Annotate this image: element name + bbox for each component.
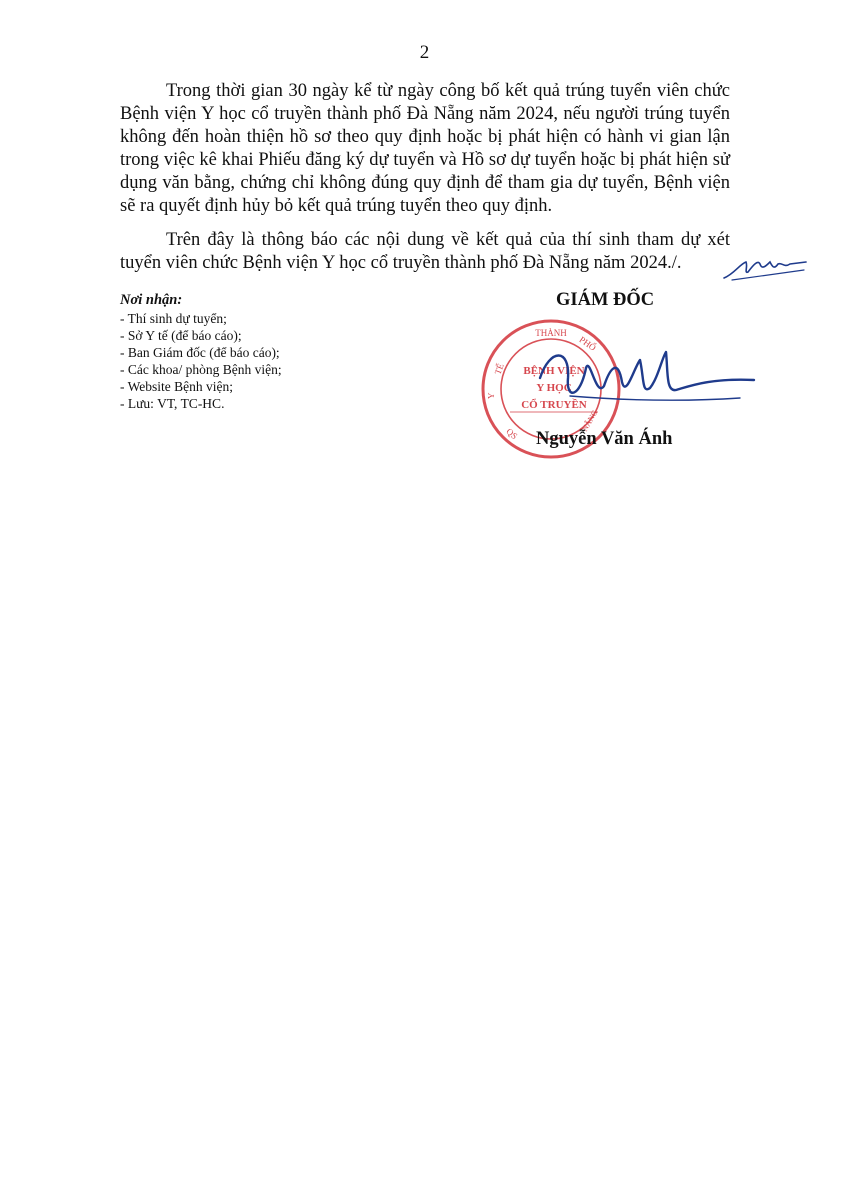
svg-text:CỔ TRUYỀN: CỔ TRUYỀN — [521, 399, 587, 411]
body-paragraph-closing: Trên đây là thông báo các nội dung về kết quả của thí sinh tham dự xét tuyển viên chức Bệnh viện Y học cổ truyền thành phố Đà Nẵng năm 2024./. — [120, 230, 730, 273]
recipient-item: - Thí sinh dự tuyển; — [120, 311, 227, 326]
svg-text:Y HỌC: Y HỌC — [536, 382, 572, 394]
recipients-block — [120, 292, 282, 412]
director-signature — [530, 338, 760, 418]
body-paragraph-result-cancellation: Trong thời gian 30 ngày kể từ ngày công bố kết quả trúng tuyển viên chức Bệnh viện Y học cổ truyền thành phố Đà Nẵng năm 2024, nếu người trúng tuyển không đến hoàn thiện hồ sơ theo quy định hoặc bị phát hiện có hành vi gian lận trong việc kê khai Phiếu đăng ký dự tuyển và Hồ sơ dự tuyển hoặc bị phát hiện sử dụng văn bằng, chứng chỉ không đúng quy định để tham gia dự tuyển, Bệnh viện sẽ ra quyết định hủy bỏ kết quả trúng tuyển theo quy định. — [120, 81, 730, 216]
svg-text:THÀNH: THÀNH — [535, 328, 567, 338]
svg-text:PHỐ: PHỐ — [577, 334, 598, 353]
svg-text:TẾ: TẾ — [492, 362, 506, 376]
recipient-item: - Các khoa/ phòng Bệnh viện; — [120, 362, 282, 377]
svg-text:Y: Y — [485, 392, 497, 400]
svg-text:QS: QS — [504, 426, 520, 442]
signer-title: GIÁM ĐỐC — [556, 290, 655, 310]
page-number: 2 — [419, 42, 430, 63]
recipient-item: - Website Bệnh viện; — [120, 379, 234, 394]
initial-signature — [720, 252, 810, 284]
recipients-title: Nơi nhận: — [120, 292, 183, 308]
recipient-item: - Ban Giám đốc (để báo cáo); — [120, 345, 280, 360]
recipients-list — [120, 310, 282, 412]
svg-text:NẴNG: NẴNG — [580, 408, 600, 434]
svg-text:BỆNH VIỆN: BỆNH VIỆN — [523, 365, 585, 377]
recipient-item: - Lưu: VT, TC-HC. — [120, 396, 225, 411]
recipient-item: - Sở Y tế (để báo cáo); — [120, 328, 242, 343]
signer-name: Nguyễn Văn Ánh — [536, 429, 673, 449]
